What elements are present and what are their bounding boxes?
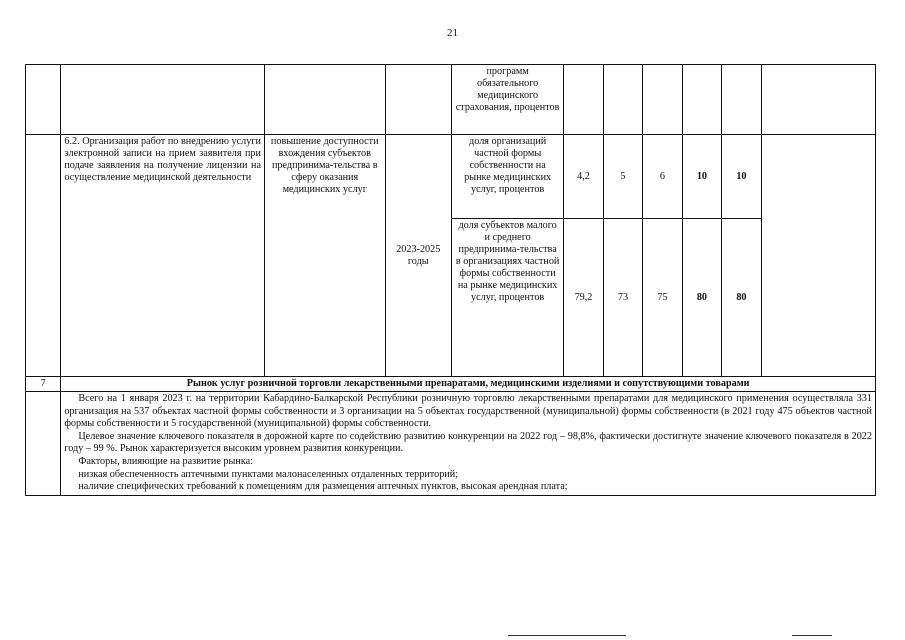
value-cell: 79,2 — [564, 219, 603, 377]
value-cell: 6 — [643, 135, 682, 219]
cell-empty — [26, 65, 61, 135]
cell-empty — [26, 135, 61, 377]
cell-empty — [603, 65, 642, 135]
cell-empty — [564, 65, 603, 135]
cell-empty — [61, 65, 265, 135]
cell-empty — [761, 65, 875, 135]
cell-empty — [722, 65, 761, 135]
cell-empty — [682, 65, 721, 135]
section-title-row — [26, 377, 876, 392]
divider — [792, 635, 832, 636]
divider — [508, 635, 626, 636]
value-cell: 4,2 — [564, 135, 603, 219]
paragraph: Целевое значение ключевого показателя в дорожной карте по содействию развитию конкуренции на 2022 год – 98,8%, фактически достигнуте значение ключевого показателя в 2022 году – 99 %. Рынок характеризуется высоким уровнем развития конкуренции. — [64, 430, 872, 455]
value-cell: 10 — [722, 135, 761, 219]
term-text: 2023-2025 годы — [385, 135, 452, 377]
measure-text: 6.2. Организация работ по внедрению услуги электронной записи на прием заявителя при подаче заявления на получение лицензии на осуществление медицинской деятельности — [61, 135, 265, 377]
value-cell: 80 — [682, 219, 721, 377]
value-cell: 80 — [722, 219, 761, 377]
section-text-row — [26, 392, 876, 496]
section-text — [61, 392, 876, 496]
indicator-cell: доля организаций частной формы собственности на рынке медицинских услуг, процентов — [452, 135, 564, 219]
result-text: повышение доступности вхождения субъектов предпринима-тельства в сферу оказания медицинских услуг — [264, 135, 385, 377]
indicator-cell: программ обязательного медицинского страхования, процентов — [452, 65, 564, 135]
cell-empty — [26, 392, 61, 496]
cell-empty — [643, 65, 682, 135]
section-title: Рынок услуг розничной торговли лекарственными препаратами, медицинскими изделиями и сопутствующими товарами — [61, 377, 876, 392]
paragraph: наличие специфических требований к помещениям для размещения аптечных пунктов, высокая арендная плата; — [78, 481, 568, 493]
value-cell: 10 — [682, 135, 721, 219]
cell-empty — [761, 135, 875, 377]
paragraph: Факторы, влияющие на развитие рынка: — [78, 455, 253, 467]
value-cell: 75 — [643, 219, 682, 377]
value-cell: 5 — [603, 135, 642, 219]
measure-row — [26, 135, 876, 219]
page-number: 21 — [447, 27, 458, 39]
value-cell: 73 — [603, 219, 642, 377]
cell-empty — [385, 65, 452, 135]
cell-empty — [264, 65, 385, 135]
measures-table — [25, 64, 876, 496]
section-number: 7 — [26, 377, 61, 392]
continuation-row — [26, 65, 876, 135]
indicator-cell: доля субъектов малого и среднего предпринима-тельства в организациях частной формы собственности на рынке медицинских услуг, процентов — [452, 219, 564, 377]
paragraph: низкая обеспеченность аптечными пунктами малонаселенных отдаленных территорий; — [78, 468, 459, 480]
paragraph: Всего на 1 января 2023 г. на территории Кабардино-Балкарской Республики розничную торговлю лекарственными препаратами для медицинского применения осуществляла 331 организация на 537 объектах частной формы собственности и 3 организации на 5 объектах государственной (муниципальной) формы собственности (в 2021 году 475 объектов частной формы собственности и 5 государственной (муниципальной) формы собственности. — [64, 393, 872, 430]
